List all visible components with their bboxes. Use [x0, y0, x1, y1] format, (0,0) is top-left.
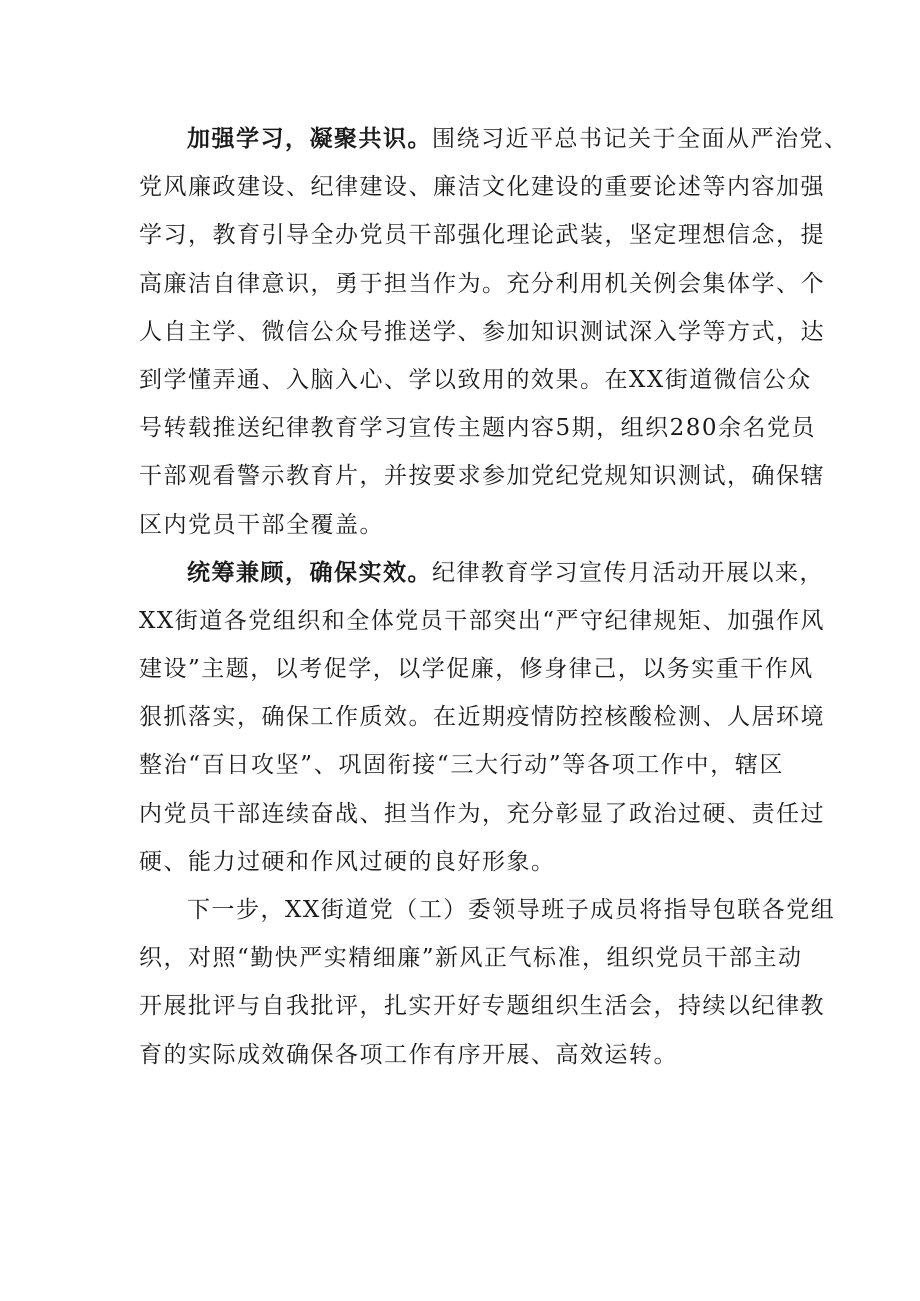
text-line: 到学懂弄通、入脑入心、学以致用的效果。在XX街道微信公众 [139, 366, 812, 393]
paragraph-2-line-4 [139, 693, 825, 741]
text-line: 织，对照“勤快严实精细廉”新风正气标准，组织党员干部主动 [139, 945, 803, 972]
paragraph-3-line-4 [139, 1031, 784, 1079]
paragraph-1-line-4 [139, 260, 825, 308]
text-line: XX街道各党组织和全体党员干部突出“严守纪律规矩、加强作风 [139, 607, 826, 634]
paragraph-1-text: 围绕习近平总书记关于全面从严治党、 [432, 126, 849, 152]
paragraph-1-line-1 [139, 115, 849, 163]
text-line: 整治“百日攻坚”、巩固衔接“三大行动”等各项工作中，辖区 [139, 752, 784, 779]
paragraph-1-heading: 加强学习，凝聚共识。 [187, 125, 432, 152]
paragraph-2-line-6 [139, 790, 825, 838]
paragraph-2-line-7 [139, 838, 784, 886]
paragraph-2-text: 纪律教育学习宣传月活动开展以来， [432, 559, 824, 586]
document-body [139, 115, 849, 1079]
text-line: 号转载推送纪律教育学习宣传主题内容5期，组织280余名党员 [139, 415, 817, 442]
text-line: 区内党员干部全覆盖。 [139, 511, 384, 538]
text-line: 高廉洁自律意识，勇于担当作为。充分利用机关例会集体学、个 [139, 270, 825, 297]
paragraph-3-line-1 [139, 886, 836, 934]
paragraph-2-line-5 [139, 741, 784, 789]
paragraph-3-line-3 [139, 982, 825, 1030]
text-line: 建设”主题，以考促学，以学促廉，修身律己，以务实重干作风 [139, 656, 814, 683]
text-line: 内党员干部连续奋战、担当作为，充分彰显了政治过硬、责任过 [139, 800, 825, 827]
paragraph-2-line-2 [139, 597, 826, 645]
paragraph-1-line-9 [139, 501, 784, 549]
text-line: 党风廉政建设、纪律建设、廉洁文化建设的重要论述等内容加强 [139, 174, 825, 201]
text-line: 硬、能力过硬和作风过硬的良好形象。 [139, 848, 556, 875]
paragraph-2-line-1 [139, 549, 824, 597]
text-line: 育的实际成效确保各项工作有序开展、高效运转。 [139, 1041, 678, 1068]
paragraph-1-line-7 [139, 404, 817, 452]
paragraph-1-line-8 [139, 452, 825, 500]
text-line: 人自主学、微信公众号推送学、参加知识测试深入学等方式，达 [139, 318, 825, 345]
text-line: 干部观看警示教育片，并按要求参加党纪党规知识测试，确保辖 [139, 463, 825, 490]
paragraph-3-line-2 [139, 934, 803, 982]
paragraph-1-line-6 [139, 356, 812, 404]
paragraph-2-line-3 [139, 645, 814, 693]
paragraph-1-line-2 [139, 163, 825, 211]
text-line: 狠抓落实，确保工作质效。在近期疫情防控核酸检测、人居环境 [139, 704, 825, 731]
text-line: 下一步，XX街道党（工）委领导班子成员将指导包联各党组 [187, 897, 836, 923]
text-line: 开展批评与自我批评，扎实开好专题组织生活会，持续以纪律教 [139, 993, 825, 1020]
paragraph-1-line-3 [139, 211, 825, 259]
paragraph-1-line-5 [139, 308, 825, 356]
paragraph-2-heading: 统筹兼顾，确保实效。 [187, 558, 432, 586]
text-line: 学习，教育引导全办党员干部强化理论武装，坚定理想信念，提 [139, 222, 825, 249]
